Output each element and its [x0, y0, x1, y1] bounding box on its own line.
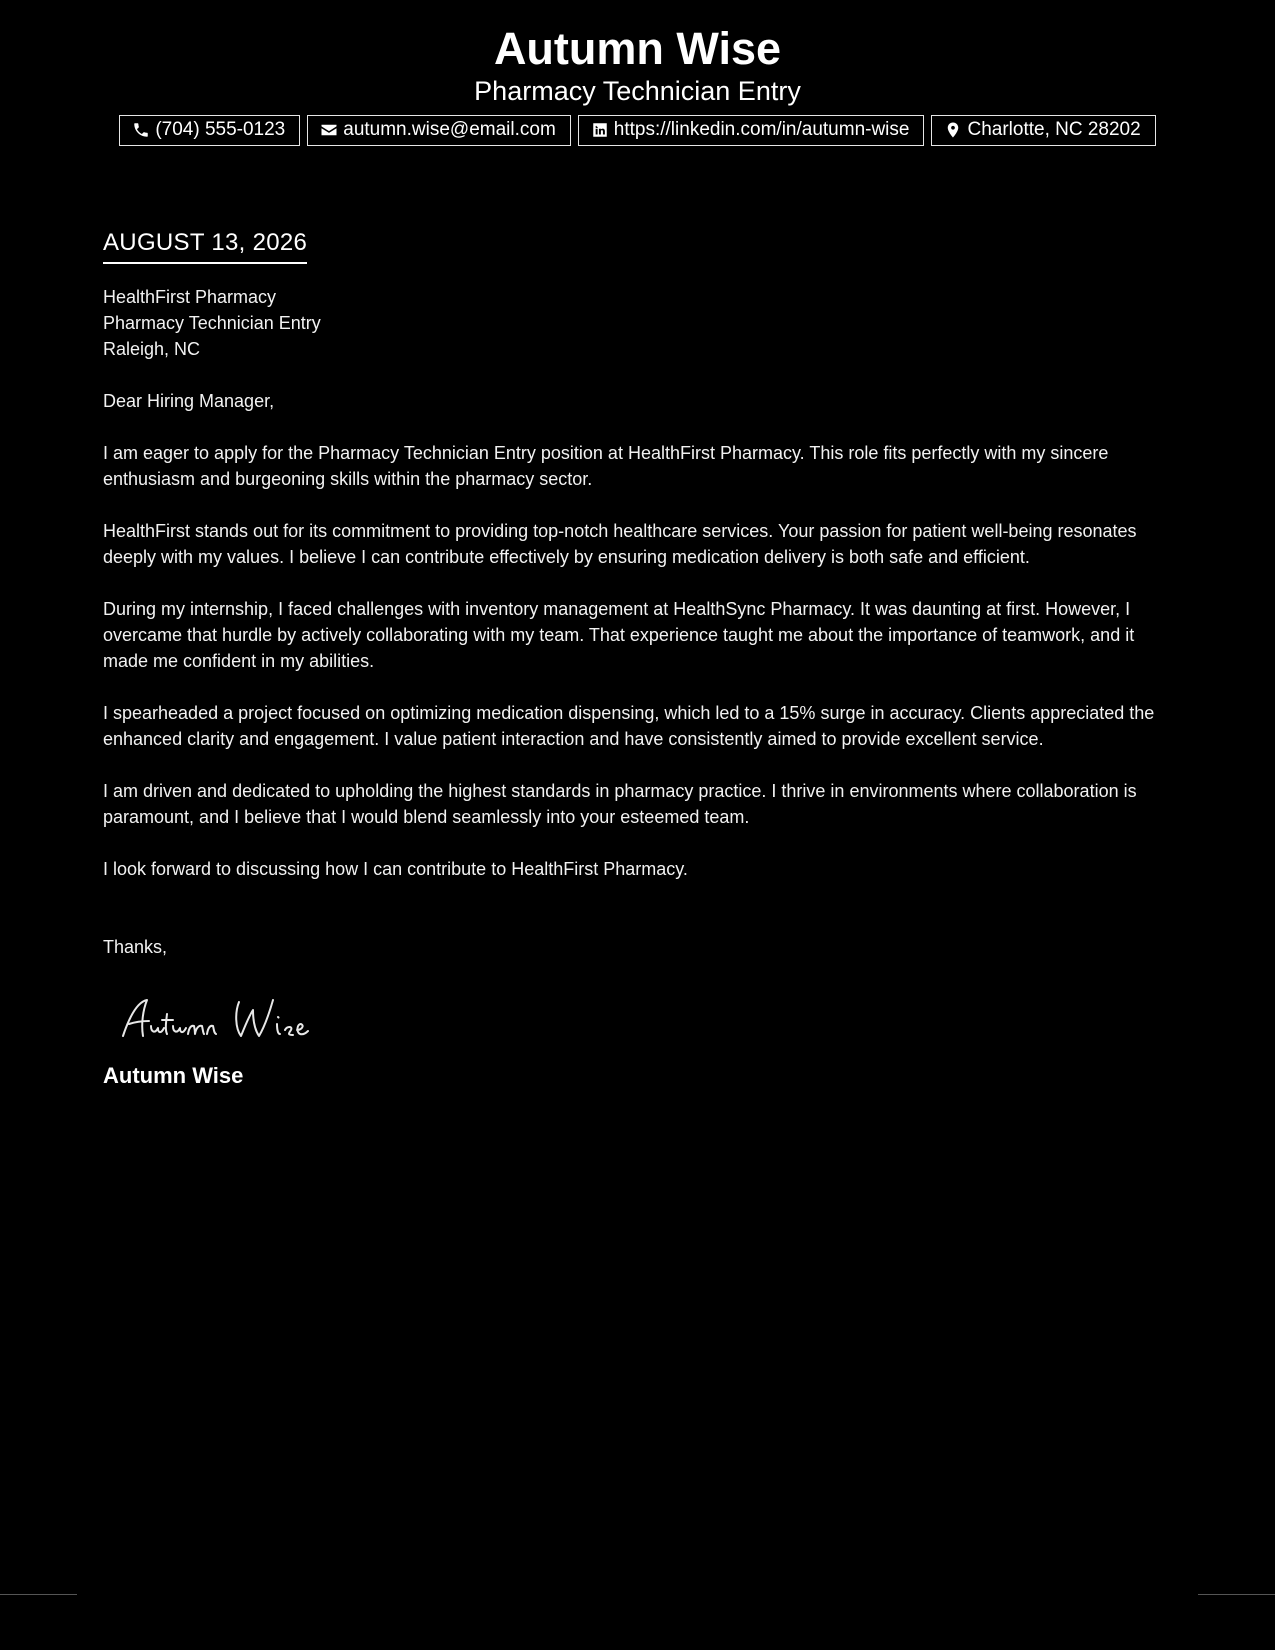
letter-body [103, 228, 1173, 1090]
applicant-name: Autumn Wise [493, 23, 782, 74]
contact-linkedin-text: https://linkedin.com/in/autumn-wise [613, 119, 910, 140]
letter-header [0, 0, 1275, 146]
contact-phone[interactable] [119, 115, 300, 146]
paragraph-5: I am driven and dedicated to upholding the highest standards in pharmacy practice. I thrive in environments where collaboration is paramount, and I believe that I would blend seamlessly into your esteemed team. [103, 781, 1137, 827]
applicant-title: Pharmacy Technician Entry [474, 76, 801, 106]
contact-location-text: Charlotte, NC 28202 [967, 119, 1141, 140]
closing: Thanks, [103, 937, 168, 957]
salutation: Dear Hiring Manager, [103, 391, 275, 411]
map-pin-icon [944, 121, 962, 139]
recipient-location: Raleigh, NC [103, 339, 201, 359]
contact-phone-text: (704) 555-0123 [155, 119, 286, 140]
footer-divider-left [0, 1594, 77, 1595]
contact-bar [0, 115, 1275, 146]
envelope-icon [320, 121, 338, 139]
paragraph-1: I am eager to apply for the Pharmacy Technician Entry position at HealthFirst Pharmacy. This role fits perfectly with my sincere enthusiasm and burgeoning skills within the pharmacy sector. [103, 443, 1109, 489]
phone-icon [132, 121, 150, 139]
linkedin-icon [591, 121, 609, 139]
recipient-position: Pharmacy Technician Entry [103, 313, 321, 333]
signature-image [117, 988, 357, 1048]
footer-divider-right [1198, 1594, 1275, 1595]
recipient-company: HealthFirst Pharmacy [103, 287, 277, 307]
paragraph-2: HealthFirst stands out for its commitment to providing top-notch healthcare services. Your passion for patient well-being resonates deeply with my values. I believe I can contribute effectively by ensuring medication delivery is both safe and efficient. [103, 521, 1137, 567]
paragraph-6: I look forward to discussing how I can contribute to HealthFirst Pharmacy. [103, 859, 688, 879]
paragraph-4: I spearheaded a project focused on optimizing medication dispensing, which led to a 15% surge in accuracy. Clients appreciated the enhanced clarity and engagement. I value patient interaction and have consistently aimed to provide excellent service. [103, 703, 1155, 749]
contact-email-text: autumn.wise@email.com [343, 119, 556, 140]
recipient-block [103, 284, 1173, 362]
contact-location[interactable] [931, 115, 1155, 146]
contact-email[interactable] [307, 115, 571, 146]
signer-name: Autumn Wise [103, 1063, 244, 1088]
paragraph-3: During my internship, I faced challenges with inventory management at HealthSync Pharmacy. It was daunting at first. However, I overcame that hurdle by actively collaborating with my team. That experience taught me about the importance of teamwork, and it made me confident in my abilities. [103, 599, 1135, 671]
letter-date: AUGUST 13, 2026 [103, 228, 307, 264]
contact-linkedin[interactable] [578, 115, 925, 146]
